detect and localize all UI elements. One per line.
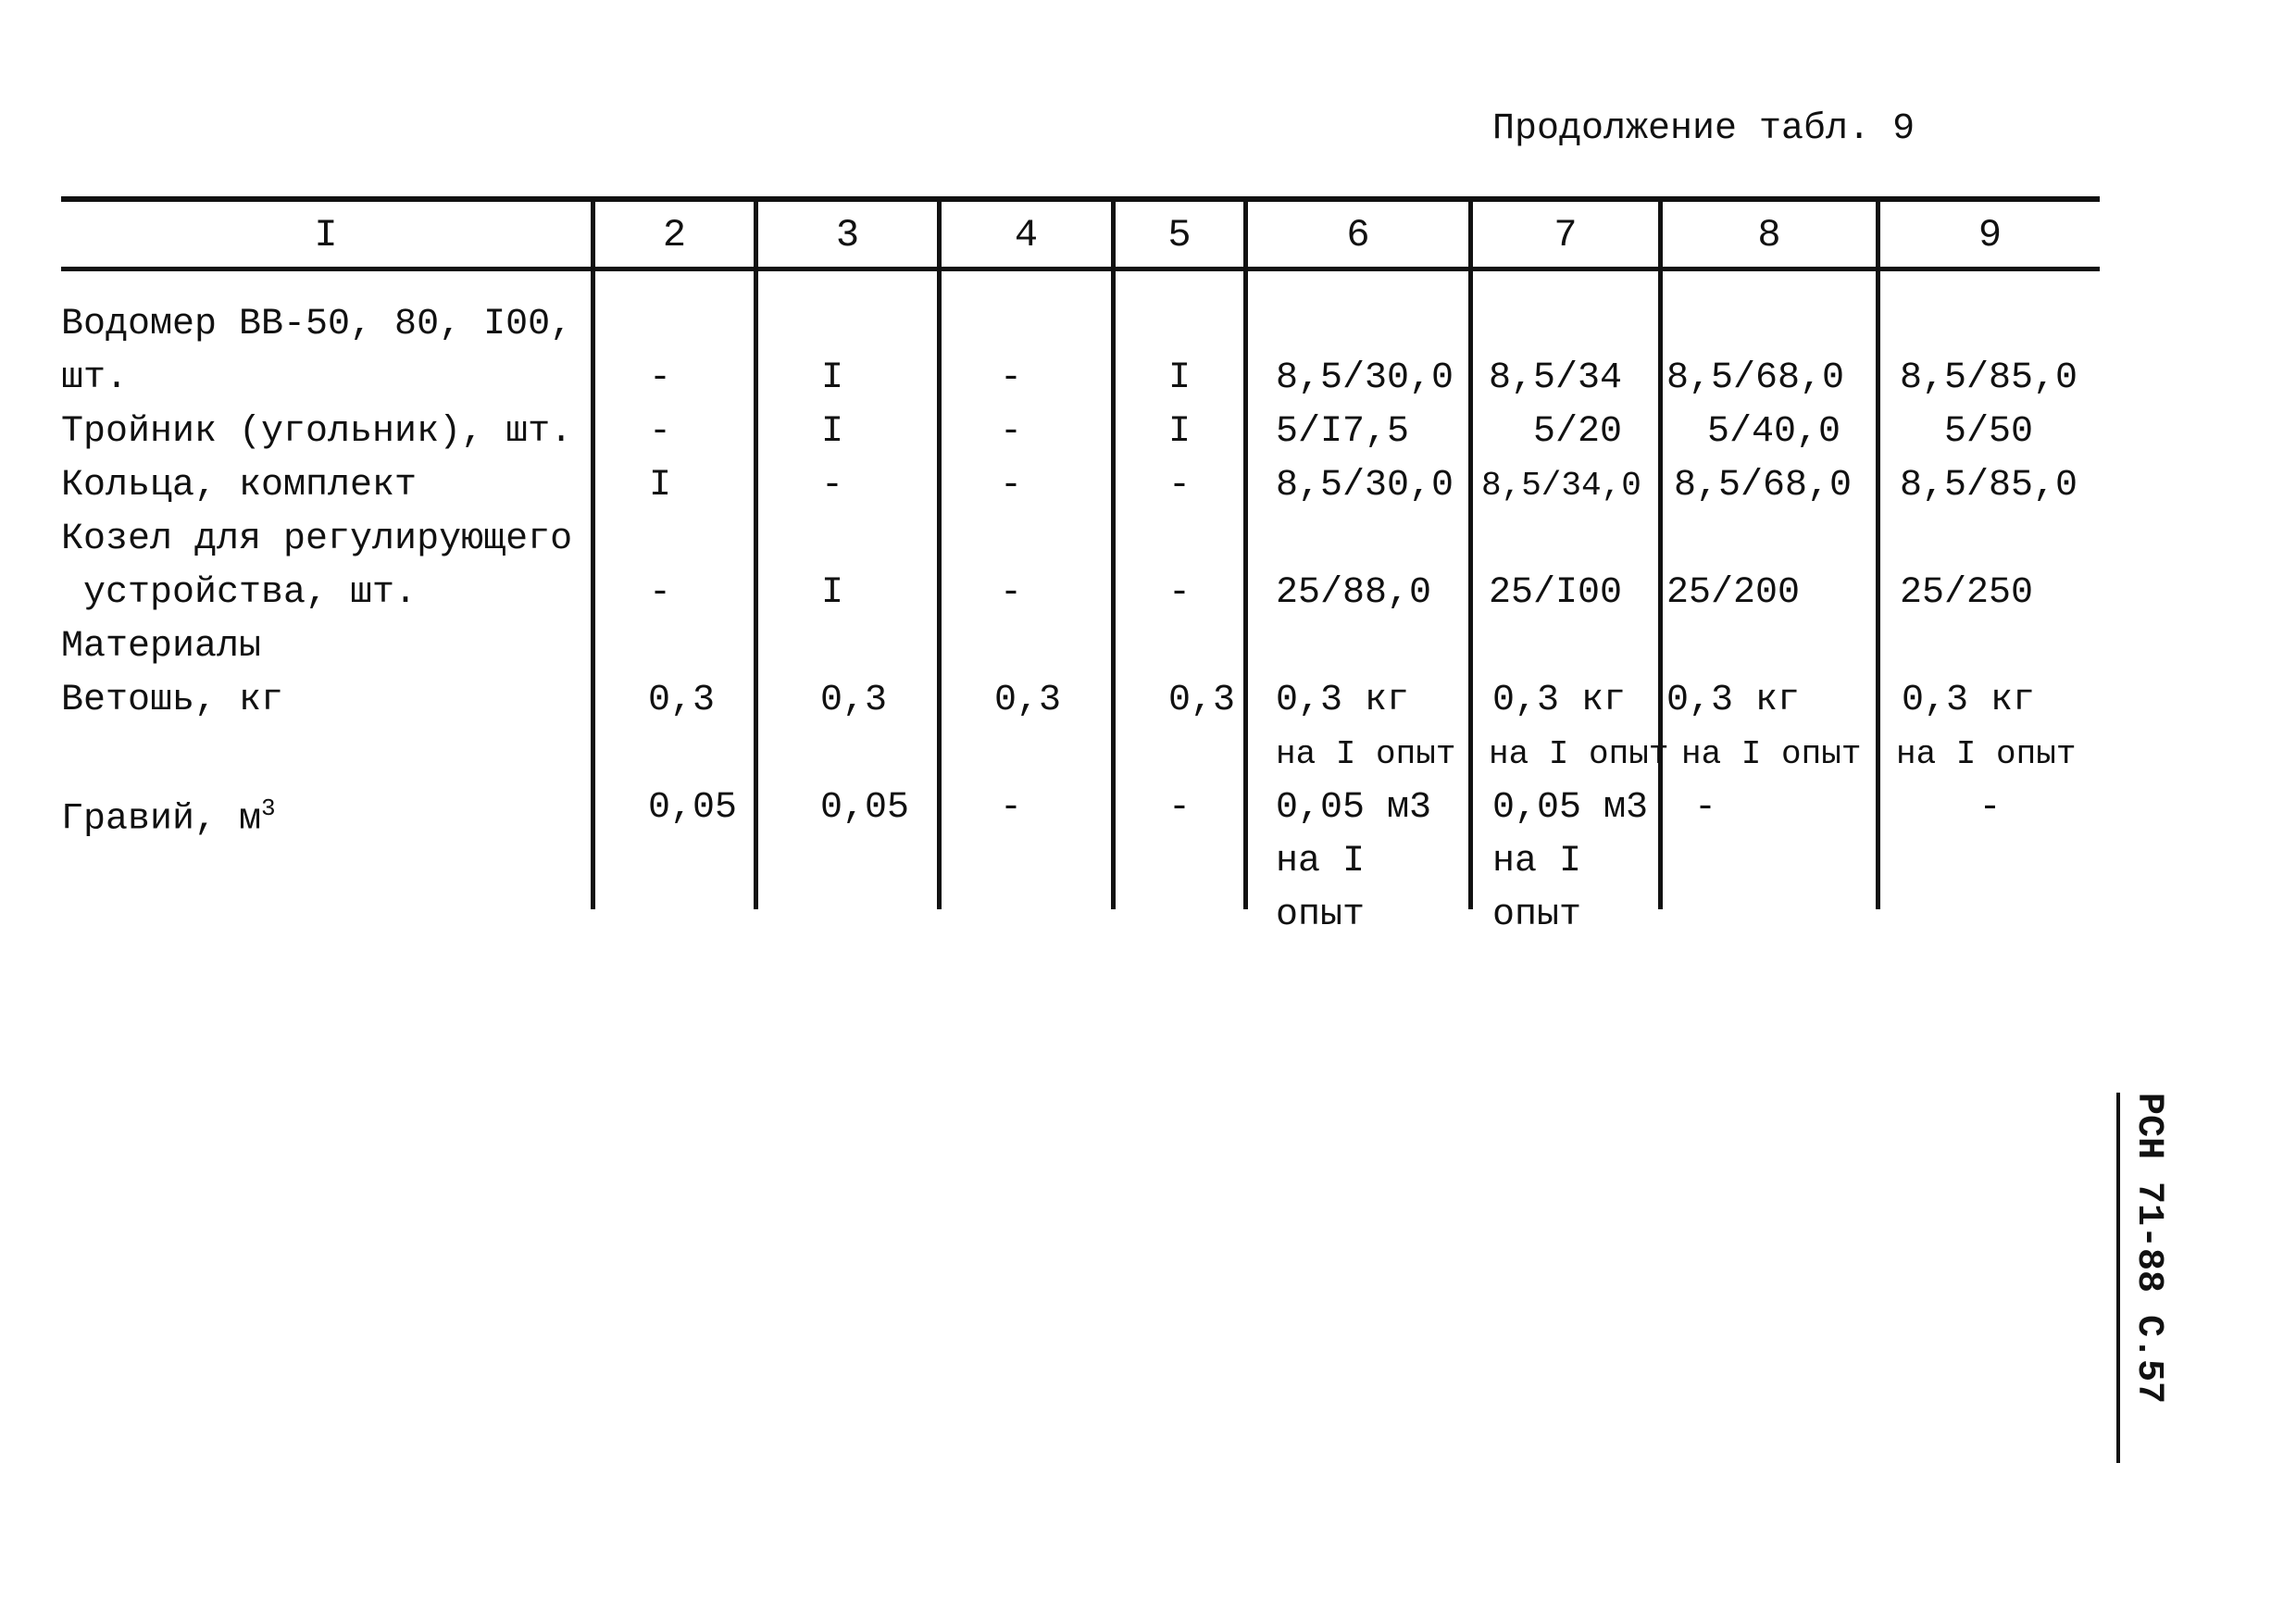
table-cell: - [648, 572, 671, 614]
table-cell: - [1167, 572, 1191, 614]
table-cell: - [648, 357, 671, 399]
table-cell: 25/200 [1666, 572, 1801, 614]
row-name: Гравий, $м^3$ [61, 794, 276, 841]
table-cell-note: на I [1276, 841, 1366, 882]
column-header-4: 4 [1014, 213, 1039, 257]
table-cell: 8,5/34,0 [1481, 467, 1641, 505]
document-code-side-label: РСН 71-88 С.57 [2116, 1093, 2176, 1463]
table-cell: 0,3 [1168, 680, 1236, 721]
table-cell: 0,05 м3 [1276, 787, 1432, 829]
table-cell: 0,3 [648, 680, 716, 721]
row-name: Водомер ВВ-50, 80, I00, [61, 304, 573, 345]
column-divider [591, 198, 595, 909]
table-cell: I [820, 572, 843, 614]
row-name: Тройник (угольник), шт. [61, 411, 573, 453]
table-cell: 8,5/85,0 [1900, 357, 2078, 399]
table-cell: I [820, 357, 843, 399]
table-cell: 8,5/68,0 [1666, 357, 1845, 399]
row-name: Кольца, комплект [61, 465, 418, 506]
table-cell-note: на I опыт [1896, 735, 2077, 773]
column-header-6: 6 [1346, 213, 1370, 257]
column-header-1: I [314, 213, 338, 257]
table-cell: 5/I7,5 [1276, 411, 1410, 453]
table-cell-note: на I опыт [1276, 735, 1456, 773]
table-cell: - [1694, 787, 1717, 829]
table-cell: - [999, 572, 1022, 614]
table-continuation-caption: Продолжение табл. 9 [1492, 108, 1915, 150]
column-header-7: 7 [1554, 213, 1578, 257]
table-cell: - [999, 787, 1022, 829]
row-name: шт. [61, 357, 129, 399]
table-cell: I [648, 465, 671, 506]
table-cell: 0,3 кг [1276, 680, 1410, 721]
table-cell: I [1167, 411, 1191, 453]
table-top-rule [61, 196, 2100, 202]
table-cell: 0,3 кг [1492, 680, 1627, 721]
table-cell: 8,5/68,0 [1674, 465, 1853, 506]
table-cell: - [999, 411, 1022, 453]
column-divider [1658, 198, 1663, 909]
table-cell: 5/40,0 [1707, 411, 1841, 453]
column-header-3: 3 [835, 213, 860, 257]
column-divider [1243, 198, 1248, 909]
row-name: Козел для регулирующего [61, 519, 573, 560]
table-header-rule [61, 267, 2100, 271]
row-name: устройства, шт. [61, 572, 418, 614]
table-cell: - [1978, 787, 2002, 829]
column-divider [754, 198, 758, 909]
column-divider [1468, 198, 1473, 909]
table-cell: 0,3 кг [1666, 680, 1801, 721]
table-cell-note: на I опыт [1681, 735, 1862, 773]
table-cell: 0,3 [994, 680, 1062, 721]
table-cell: - [1167, 787, 1191, 829]
table-cell: - [999, 357, 1022, 399]
table-cell: 8,5/85,0 [1900, 465, 2078, 506]
table-cell: 0,3 кг [1902, 680, 2036, 721]
row-name: Ветошь, кг [61, 680, 284, 721]
table-cell-note: на I опыт [1489, 735, 1669, 773]
table-cell: 0,3 [820, 680, 888, 721]
table-cell-note: опыт [1276, 894, 1366, 936]
table-cell: I [820, 411, 843, 453]
table-cell-note: опыт [1492, 894, 1582, 936]
table-cell: - [999, 465, 1022, 506]
table-cell: 25/250 [1900, 572, 2034, 614]
table-cell: 0,05 [648, 787, 738, 829]
table-cell: - [648, 411, 671, 453]
table-cell: - [1167, 465, 1191, 506]
table-cell: 8,5/30,0 [1276, 357, 1454, 399]
section-heading-materials: Материалы [61, 626, 262, 668]
table-cell: 8,5/30,0 [1276, 465, 1454, 506]
table-cell: 0,05 м3 [1492, 787, 1649, 829]
table-cell: 25/I00 [1489, 572, 1623, 614]
column-header-8: 8 [1757, 213, 1781, 257]
table-cell: 25/88,0 [1276, 572, 1432, 614]
table-cell-note: на I [1492, 841, 1582, 882]
table-cell: I [1167, 357, 1191, 399]
table-cell: 0,05 [820, 787, 910, 829]
column-header-5: 5 [1167, 213, 1192, 257]
table-cell: 8,5/34 [1489, 357, 1623, 399]
column-header-2: 2 [662, 213, 687, 257]
table-cell: - [820, 465, 843, 506]
table-cell: 5/50 [1944, 411, 2034, 453]
table-cell: 5/20 [1533, 411, 1623, 453]
column-header-9: 9 [1978, 213, 2003, 257]
